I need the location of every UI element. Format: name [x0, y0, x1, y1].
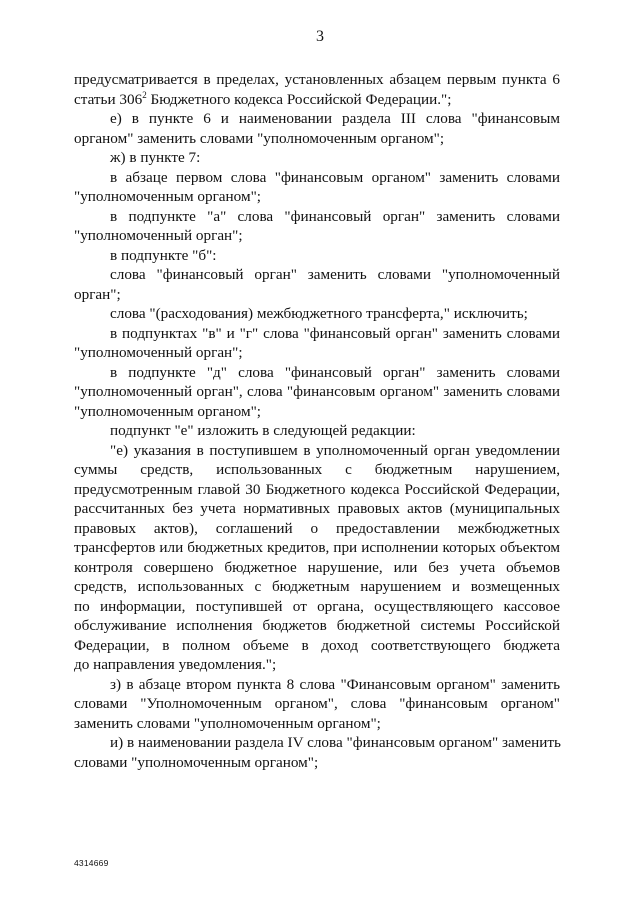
text-line-content: предусмотренным главой 30 Бюджетного кодекса Российской Федерации,	[74, 480, 560, 498]
text-line-content: Федерации, в полном объеме в доход соответствующего бюджета	[74, 636, 560, 654]
text-line-content: по информации, поступившей от органа, осуществляющего кассовое	[74, 597, 560, 615]
text-line	[74, 538, 560, 558]
page-number: 3	[316, 28, 324, 45]
text-line-content: "уполномоченный орган";	[74, 344, 243, 361]
text-line	[74, 675, 560, 695]
text-line	[74, 441, 560, 461]
text-line-content: статьи 306	[74, 90, 143, 108]
text-line-content: правовых актов), соглашений о предоставлении межбюджетных	[74, 519, 560, 537]
text-line-content: органом" заменить словами "уполномоченным органом";	[74, 129, 445, 147]
text-line-content: заменить словами "уполномоченным органом";	[74, 714, 381, 732]
text-line	[74, 558, 560, 578]
text-line-content: обслуживание исполнения бюджетов бюджетной системы Российской	[74, 617, 560, 634]
text-line-content: контроля совершено бюджетное нарушение, или без учета объемов	[74, 558, 560, 576]
text-line-content: з) в абзаце втором пункта 8 слова "Финансовым органом" заменить	[110, 675, 560, 693]
text-line-content: е) в пункте 6 и наименовании раздела III слова "финансовым	[110, 110, 560, 127]
text-line-content: подпункт "е" изложить в следующей редакции:	[110, 422, 416, 439]
text-line-content: слова "(расходования) межбюджетного трансферта," исключить;	[110, 305, 528, 322]
text-line	[74, 597, 560, 617]
text-line	[74, 304, 560, 324]
text-line	[74, 129, 560, 149]
text-line	[74, 285, 560, 305]
text-line	[74, 265, 560, 285]
text-line	[74, 655, 560, 675]
text-line	[74, 733, 560, 753]
text-line-content: слова "финансовый орган" заменить словами "уполномоченный	[110, 266, 560, 283]
text-line-content: словами "уполномоченным органом";	[74, 753, 319, 771]
text-line	[74, 460, 560, 480]
text-line	[74, 168, 560, 188]
text-line	[74, 187, 560, 207]
text-line	[74, 207, 560, 227]
text-line	[74, 402, 560, 422]
text-line	[74, 382, 560, 402]
text-line	[74, 343, 560, 363]
text-line	[74, 694, 560, 714]
text-line-content: трансфертов или бюджетных кредитов, при исполнении которых объектом	[74, 539, 560, 556]
text-line	[74, 753, 560, 773]
text-line	[74, 577, 560, 597]
text-line-content: в подпунктах "в" и "г" слова "финансовый орган" заменить словами	[110, 324, 560, 342]
text-line	[74, 109, 560, 129]
document-body	[74, 70, 560, 772]
text-line	[74, 90, 560, 110]
text-line	[74, 480, 560, 500]
text-line	[74, 226, 560, 246]
text-line-content: в подпункте "д" слова "финансовый орган" заменить словами	[110, 363, 560, 381]
text-line	[74, 616, 560, 636]
text-line-content: до направления уведомления.";	[74, 656, 277, 673]
text-line-content: словами "Уполномоченным органом", слова "финансовым органом"	[74, 695, 560, 712]
text-line-tail: Бюджетного кодекса Российской Федерации.";	[146, 90, 452, 108]
text-line	[74, 148, 560, 168]
text-line-content: "уполномоченным органом";	[74, 402, 262, 420]
text-line	[74, 714, 560, 734]
text-line-content: и) в наименовании раздела IV слова "финансовым органом" заменить	[110, 734, 561, 751]
text-line	[74, 70, 560, 90]
text-line-content: рассчитанных без учета нормативных правовых актов (муниципальных	[74, 500, 560, 517]
text-line-content: "е) указания в поступившем в уполномоченный орган уведомлении	[110, 441, 560, 459]
text-line-content: ж) в пункте 7:	[110, 149, 201, 166]
text-line	[74, 246, 560, 266]
text-line-content: суммы средств, использованных с бюджетным нарушением,	[74, 461, 560, 478]
text-line-content: в абзаце первом слова "финансовым органом" заменить словами	[110, 168, 560, 186]
text-line	[74, 421, 560, 441]
text-line-content: орган";	[74, 285, 121, 303]
text-line-content: "уполномоченным органом";	[74, 188, 262, 205]
text-line-content: "уполномоченный орган";	[74, 227, 243, 244]
document-id: 4314669	[74, 858, 109, 868]
text-line	[74, 636, 560, 656]
text-line	[74, 363, 560, 383]
text-line	[74, 324, 560, 344]
text-line-content: средств, использованных с бюджетным нарушением и возмещенных	[74, 578, 560, 595]
text-line-content: "уполномоченный орган", слова "финансовым органом" заменить словами	[74, 383, 560, 400]
text-line-content: в подпункте "а" слова "финансовый орган" заменить словами	[110, 207, 560, 225]
text-line	[74, 519, 560, 539]
text-line	[74, 499, 560, 519]
superscript: 2	[142, 89, 147, 100]
text-line-content: предусматривается в пределах, установленных абзацем первым пункта 6	[74, 71, 560, 88]
text-line-content: в подпункте "б":	[110, 246, 217, 264]
